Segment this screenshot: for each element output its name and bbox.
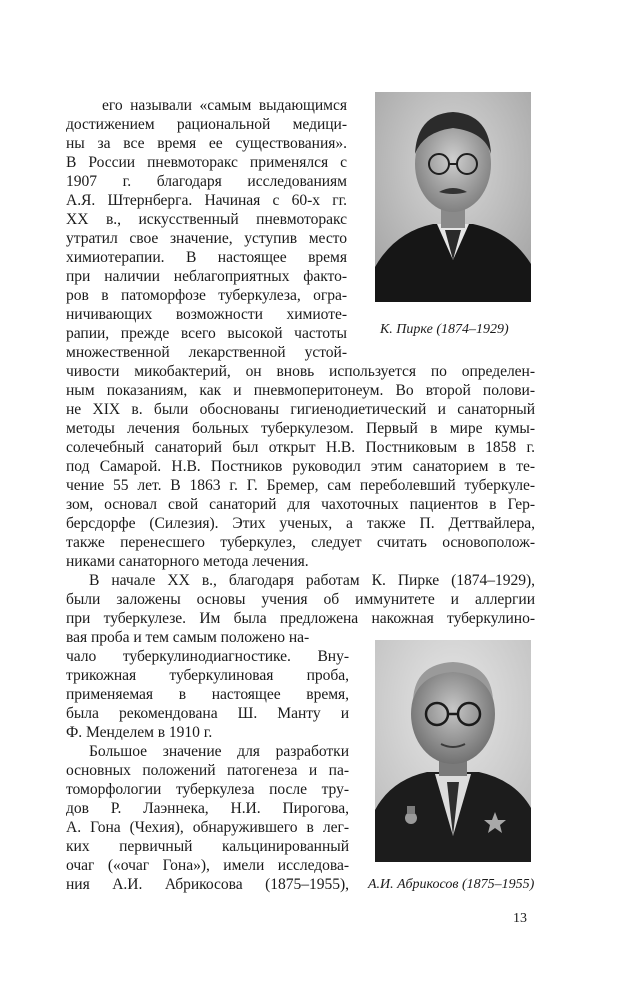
text-line: при наличии неблагоприятных факто- (66, 268, 347, 285)
text-line: вая проба и тем самым положено на- (66, 629, 310, 646)
text-line: никами санаторного метода лечения. (66, 553, 309, 570)
photo-abrikosov (375, 640, 531, 862)
text-line: В России пневмоторакс применялся с (66, 154, 347, 171)
text-line: его называли «самым выдающимся (102, 97, 347, 114)
text-line: ны за все время ее существования». (66, 135, 347, 152)
text-line: не XIX в. были обоснованы гигиенодиетический и санаторный (66, 401, 535, 418)
text-line: была рекомендована Ш. Манту и (66, 705, 349, 722)
text-line: утратил свое значение, уступив место (66, 230, 347, 247)
text-line: также перенесшего туберкулез, следует считать основополож- (66, 534, 535, 551)
text-line: ров в патоморфозе туберкулеза, огра- (66, 287, 347, 304)
text-line: чало туберкулинодиагностике. Вну- (66, 648, 349, 665)
text-line: А.Я. Штернберга. Начиная с 60-х гг. (66, 192, 347, 209)
text-line: зом, основал свой санаторий для чахоточных пациентов в Гер- (66, 496, 535, 513)
text-line: химиотерапии. В настоящее время (66, 249, 347, 266)
text-line: очаг («очаг Гона»), имели исследова- (66, 857, 349, 874)
text-line: чивости микобактерий, он вновь используется по определен- (66, 363, 535, 380)
text-line: 1907 г. благодаря исследованиям (66, 173, 347, 190)
text-line: рапии, прежде всего высокой частоты (66, 325, 347, 342)
text-line: А. Гона (Чехия), обнаружившего в лег- (66, 819, 349, 836)
text-line: чение 55 лет. В 1863 г. Г. Бремер, сам переболевший туберкуле- (66, 477, 535, 494)
text-line: солечебный санаторий был открыт Н.В. Постниковым в 1858 г. (66, 439, 535, 456)
text-line: Большое значение для разработки (89, 743, 349, 760)
caption-abrikosov: А.И. Абрикосов (1875–1955) (368, 877, 535, 892)
text-line: ным показаниям, как и пневмоперитонеум. Во второй полови- (66, 382, 535, 399)
page-number: 13 (513, 911, 527, 926)
photo-pirquet (375, 92, 531, 302)
text-line: основных положений патогенеза и па- (66, 762, 349, 779)
caption-pirquet: К. Пирке (1874–1929) (380, 322, 509, 337)
text-line: трикожная туберкулиновая проба, (66, 667, 349, 684)
text-line: Ф. Менделем в 1910 г. (66, 724, 213, 741)
text-line: ничивающих возможности химиоте- (66, 306, 347, 323)
text-line: ния А.И. Абрикосова (1875–1955), (66, 876, 349, 893)
text-line: ких первичный кальцинированный (66, 838, 349, 855)
text-line: множественной лекарственной устой- (66, 344, 347, 361)
text-line: дов Р. Лаэннека, Н.И. Пирогова, (66, 800, 349, 817)
text-line: при туберкулезе. Им была предложена накожная туберкулино- (66, 610, 535, 627)
text-line: XX в., искусственный пневмоторакс (66, 211, 347, 228)
text-line: В начале XX в., благодаря работам К. Пирке (1874–1929), (89, 572, 535, 589)
text-line: методы лечения больных туберкулезом. Первый в мире кумы- (66, 420, 535, 437)
text-line: были заложены основы учения об иммунитете и аллергии (66, 591, 535, 608)
text-line: применяемая в настоящее время, (66, 686, 349, 703)
text-line: достижением рациональной медици- (66, 116, 347, 133)
text-line: под Самарой. Н.В. Постников руководил этим санаторием в те- (66, 458, 535, 475)
text-line: томорфологии туберкулеза после тру- (66, 781, 349, 798)
text-line: берсдорфе (Силезия). Этих ученых, а также П. Деттвайлера, (66, 515, 535, 532)
